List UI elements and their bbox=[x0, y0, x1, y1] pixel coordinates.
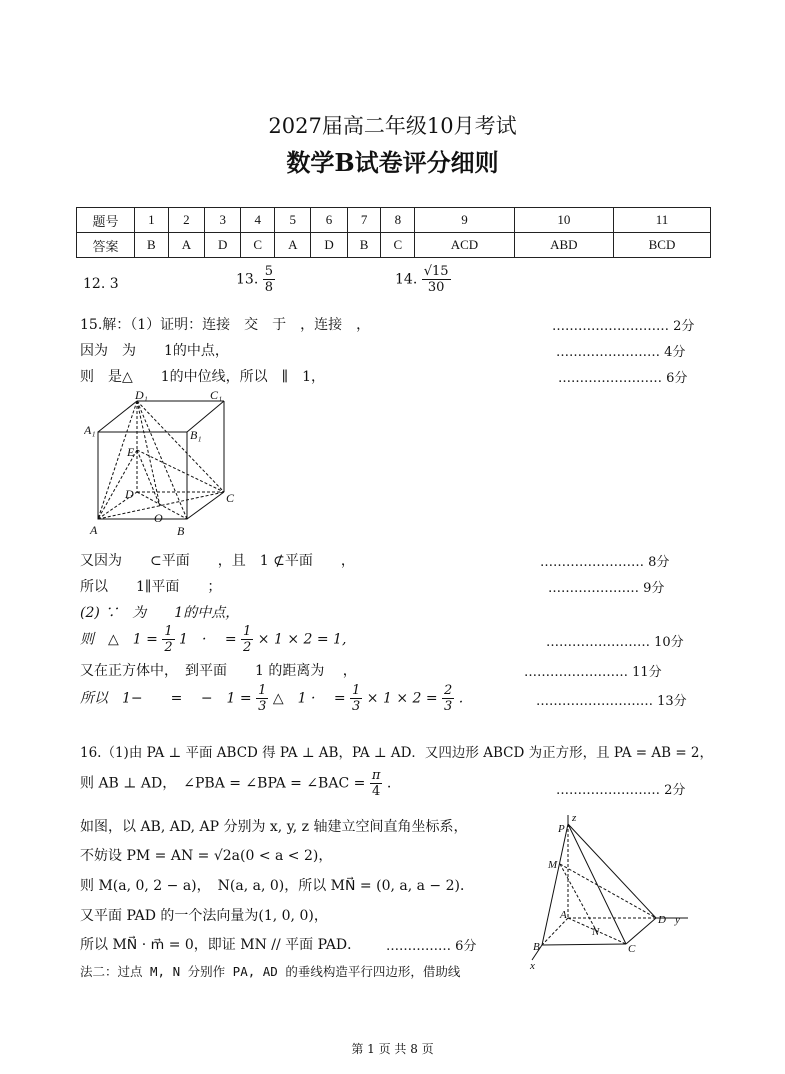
frac-numerator: 1 bbox=[164, 624, 173, 639]
cube-line-d1c bbox=[137, 401, 224, 492]
q12-label: 12. bbox=[83, 276, 106, 292]
question-number: 8 bbox=[381, 208, 415, 233]
cube-label-c: C bbox=[226, 491, 235, 505]
q16-line-8: 法二：过点 M, N 分别作 PA, AD 的垂线构造平行四边形，借助线 bbox=[80, 964, 461, 979]
q15-line-6: (2) ∵ 为 1的中点， bbox=[80, 605, 240, 621]
q15-score-5: ………………… 9分 bbox=[548, 581, 665, 596]
pyr-label-m: M bbox=[548, 859, 558, 871]
q14-fraction bbox=[422, 264, 451, 295]
q15-line-9-tail: × 1 × 2 = bbox=[366, 690, 438, 707]
q16-line-1: 16.（1)由 PA ⊥ 平面 ABCD 得 PA ⊥ AB，PA ⊥ AD．又四边形 ABCD 为正方形，且 PA = AB = 2， bbox=[80, 745, 714, 761]
cube-label-a1: A₁ bbox=[84, 423, 96, 437]
q15-score-9: ……………………… 13分 bbox=[536, 694, 687, 709]
cube-label-a: A bbox=[90, 523, 98, 537]
q14-answer bbox=[395, 264, 451, 295]
cube-front-face bbox=[98, 432, 187, 519]
frac-numerator: π bbox=[371, 768, 381, 783]
cube-line-ec bbox=[137, 450, 224, 492]
answer-table-question-row bbox=[77, 208, 711, 233]
q16-line-7: 所以 MN⃗ · m⃗ = 0，即证 MN // 平面 PAD． bbox=[80, 937, 362, 953]
cube-label-c1: C₁ bbox=[210, 388, 223, 402]
cube-label-o: O bbox=[154, 511, 163, 525]
pyr-label-y: y bbox=[675, 914, 680, 926]
q13-answer bbox=[236, 264, 275, 295]
q15-score-2: …………………… 4分 bbox=[556, 345, 686, 360]
answer-cell: D bbox=[311, 233, 347, 258]
frac-denominator: 3 bbox=[444, 699, 453, 714]
question-number: 3 bbox=[205, 208, 241, 233]
question-number: 10 bbox=[514, 208, 613, 233]
question-number: 9 bbox=[415, 208, 514, 233]
cube-label-e: E bbox=[127, 445, 135, 459]
answer-table-answer-row bbox=[77, 233, 711, 258]
answer-cell: C bbox=[381, 233, 415, 258]
q15-line-9-prefix: 所以 1− = − 1 = bbox=[80, 690, 252, 707]
question-row-label: 题号 bbox=[77, 208, 135, 233]
q15-score-3: …………………… 6分 bbox=[558, 371, 688, 386]
q16-line-6: 又平面 PAD 的一个法向量为(1, 0, 0)， bbox=[80, 908, 328, 924]
edge-cd bbox=[626, 918, 656, 944]
q15-line-9-frac-c bbox=[442, 683, 454, 714]
q15-score-1: ……………………… 2分 bbox=[552, 319, 695, 334]
q16-line-2-frac bbox=[370, 768, 383, 799]
q16-line-2-end: . bbox=[386, 775, 392, 792]
question-number: 2 bbox=[168, 208, 204, 233]
q13-denominator: 8 bbox=[264, 280, 273, 295]
answer-cell: ACD bbox=[415, 233, 514, 258]
question-number: 6 bbox=[311, 208, 347, 233]
pyr-label-c: C bbox=[628, 943, 636, 955]
edge-pb bbox=[542, 824, 568, 945]
q16-line-4: 不妨设 PM = AN = √2a(0 < a < 2)， bbox=[80, 848, 333, 864]
pyramid-figure bbox=[520, 812, 700, 972]
q15-line-7-frac-a bbox=[162, 624, 174, 655]
frac-denominator: 2 bbox=[164, 640, 173, 655]
q15-line-7-mid: 1 · = bbox=[179, 631, 237, 648]
q15-line-3: 则 是△ 1的中位线，所以 ∥ 1， bbox=[80, 369, 326, 385]
answer-cell: BCD bbox=[614, 233, 711, 258]
pyr-label-a: A bbox=[560, 909, 567, 921]
q13-numerator: 5 bbox=[264, 264, 273, 279]
q15-line-7-tail: × 1 × 2 = 1, bbox=[257, 631, 347, 648]
exam-subtitle: 数学B试卷评分细则 bbox=[286, 148, 499, 177]
cube-line-d1o bbox=[137, 401, 160, 506]
q15-line-9-end: . bbox=[458, 690, 464, 707]
q14-denominator: 30 bbox=[427, 280, 445, 295]
pyr-label-x: x bbox=[530, 960, 535, 972]
pyr-label-d: D bbox=[658, 914, 666, 926]
cube-label-d1: D₁ bbox=[135, 388, 148, 402]
q16-line-3: 如图，以 AB, AD, AP 分别为 x, y, z 轴建立空间直角坐标系， bbox=[80, 819, 468, 835]
frac-denominator: 3 bbox=[352, 699, 361, 714]
frac-numerator: 1 bbox=[258, 683, 267, 698]
page-footer: 第 1 页 共 8 页 bbox=[351, 1042, 434, 1056]
q15-score-4: …………………… 8分 bbox=[540, 555, 670, 570]
cube-label-b1: B₁ bbox=[190, 428, 202, 442]
q12-value: 3 bbox=[109, 276, 119, 292]
q15-line-2: 因为 为 1的中点， bbox=[80, 343, 229, 359]
q15-score-8: …………………… 11分 bbox=[524, 665, 662, 680]
exam-title: 2027届高二年级10月考试 bbox=[268, 114, 517, 138]
frac-denominator: 2 bbox=[243, 640, 252, 655]
question-number: 11 bbox=[614, 208, 711, 233]
pyr-label-p: P bbox=[558, 823, 565, 835]
answer-cell: ABD bbox=[514, 233, 613, 258]
answer-table bbox=[76, 207, 711, 258]
cube-label-b: B bbox=[177, 524, 185, 538]
answer-cell: A bbox=[168, 233, 204, 258]
q15-line-9-mid: △ 1 · = bbox=[272, 690, 346, 707]
q16-line-2 bbox=[80, 768, 391, 799]
q15-line-9 bbox=[80, 683, 463, 714]
edge-bc bbox=[542, 944, 626, 945]
answer-cell: B bbox=[135, 233, 169, 258]
q16-score-7: …………… 6分 bbox=[386, 939, 477, 954]
pyr-label-z: z bbox=[572, 812, 577, 824]
q13-fraction bbox=[263, 264, 275, 295]
cube-figure bbox=[84, 388, 244, 540]
frac-numerator: 2 bbox=[444, 683, 453, 698]
q15-line-9-frac-a bbox=[256, 683, 268, 714]
edge-ab bbox=[542, 918, 568, 945]
q15-line-4: 又因为 ⊂平面 ，且 1 ⊄平面 ， bbox=[80, 553, 355, 569]
frac-numerator: 1 bbox=[352, 683, 361, 698]
q15-line-8: 又在正方体中， 到平面 1 的距离为 ， bbox=[80, 663, 357, 679]
answer-row-label: 答案 bbox=[77, 233, 135, 258]
q15-line-7-frac-b bbox=[241, 624, 253, 655]
question-number: 4 bbox=[241, 208, 275, 233]
question-number: 7 bbox=[347, 208, 381, 233]
q16-line-5: 则 M(a, 0, 2 − a)， N(a, a, 0)，所以 MN⃗ = (0, a, a − 2)． bbox=[80, 878, 474, 894]
q14-numerator: √15 bbox=[423, 264, 449, 279]
q15-line-7-prefix: 则 △ 1 = bbox=[80, 631, 158, 648]
frac-numerator: 1 bbox=[243, 624, 252, 639]
frac-denominator: 3 bbox=[258, 699, 267, 714]
cube-edge-a1d1 bbox=[98, 401, 137, 432]
q13-label: 13. bbox=[236, 271, 259, 288]
q16-line-2-prefix: 则 AB ⊥ AD， ∠PBA = ∠BPA = ∠BAC = bbox=[80, 775, 366, 792]
q14-label: 14. bbox=[395, 271, 418, 288]
q15-line-1: 15.解：（1）证明：连接 交 于 ，连接 ， bbox=[80, 317, 371, 333]
answer-cell: A bbox=[275, 233, 311, 258]
answer-cell: B bbox=[347, 233, 381, 258]
answer-cell: D bbox=[205, 233, 241, 258]
cube-line-eo bbox=[137, 450, 160, 506]
question-number: 1 bbox=[135, 208, 169, 233]
pyr-label-n: N bbox=[592, 926, 600, 938]
frac-denominator: 4 bbox=[371, 784, 381, 799]
answer-cell: C bbox=[241, 233, 275, 258]
q15-score-7: …………………… 10分 bbox=[546, 635, 684, 650]
q12-answer bbox=[83, 276, 119, 292]
cube-label-d: D bbox=[125, 487, 134, 501]
q15-line-9-frac-b bbox=[350, 683, 362, 714]
cube-line-d1b bbox=[137, 401, 187, 519]
cube-edge-bc bbox=[187, 492, 224, 519]
q15-line-7 bbox=[80, 624, 346, 655]
q16-score-2: …………………… 2分 bbox=[556, 783, 686, 798]
pyr-label-b: B bbox=[533, 941, 540, 953]
q15-line-5: 所以 1∥平面 ； bbox=[80, 579, 222, 595]
question-number: 5 bbox=[275, 208, 311, 233]
